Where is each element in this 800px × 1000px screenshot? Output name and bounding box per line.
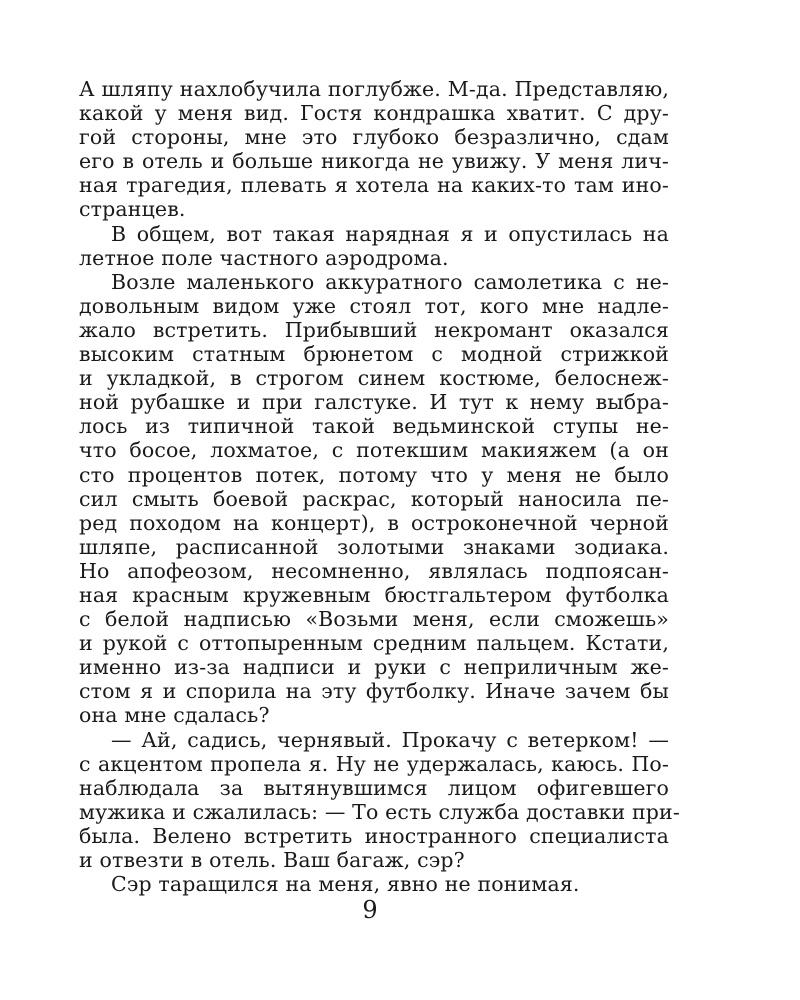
text-line: странцев. (79, 197, 186, 222)
text-line: была. Велено встретить иностранного специалиста (79, 823, 669, 848)
text-line: сил смыть боевой раскрас, который наносила пе- (79, 486, 669, 511)
text-line: наблюдала за вытянувшимся лицом офигевшего (79, 775, 669, 800)
text-line: и отвезти в отель. Ваш багаж, сэр? (79, 848, 465, 872)
text-line: высоким статным брюнетом с модной стрижкой (79, 342, 669, 367)
text-line: с белой надписью «Возьми меня, если сможешь» (79, 607, 669, 632)
text-line: какой у меня вид. Гостя кондрашка хватит. С дру- (79, 101, 669, 126)
text-line: именно из-за надписи и руки с неприличным же- (79, 655, 669, 680)
text-line: гой стороны, мне это глубоко безразлично, сдам (79, 125, 669, 150)
text-line: В общем, вот такая нарядная я и опустилась на (111, 221, 669, 246)
text-line: Но апофеозом, несомненно, являлась подпоясан- (79, 558, 669, 583)
text-line: А шляпу нахлобучила поглубже. М-да. Представляю, (79, 77, 669, 101)
text-line: шляпе, расписанной золотыми знаками зодиака. (79, 534, 669, 559)
text-line: ная красным кружевным бюстгальтером футболка (79, 582, 669, 607)
text-line: Возле маленького аккуратного самолетика с не- (111, 269, 669, 294)
text-line: мужика и сжалилась: — То есть служба доставки при- (79, 799, 680, 824)
page-number: 9 (362, 896, 378, 924)
text-line: что босое, лохматое, с потекшим макияжем (а он (79, 438, 669, 463)
body-text (79, 77, 680, 897)
text-line: с акцентом пропела я. Ну не удержалась, каюсь. По- (79, 751, 669, 776)
text-line: Сэр таращился на меня, явно не понимая. (111, 872, 580, 897)
text-line: летное поле частного аэродрома. (79, 245, 449, 270)
text-line: ред походом на концерт), в остроконечной черной (79, 510, 669, 535)
text-line: стом я и спорила на эту футболку. Иначе зачем бы (79, 679, 669, 704)
text-line: — Ай, садись, чернявый. Прокачу с ветерком! — (111, 727, 669, 752)
text-line: лось из типичной такой ведьминской ступы не- (79, 414, 669, 439)
text-line: сто процентов потек, потому что у меня не было (79, 462, 669, 487)
text-line: его в отель и больше никогда не увижу. У меня лич- (79, 149, 669, 174)
text-line: она мне сдалась? (79, 703, 270, 728)
text-line: и рукой с оттопыренным средним пальцем. Кстати, (79, 631, 669, 656)
text-line: и укладкой, в строгом синем костюме, белоснеж- (79, 366, 669, 391)
text-line: ная трагедия, плевать я хотела на каких-то там ино- (79, 173, 669, 198)
text-line: довольным видом уже стоял тот, кого мне надле- (79, 293, 669, 318)
text-line: ной рубашке и при галстуке. И тут к нему выбра- (79, 390, 669, 415)
text-line: жало встретить. Прибывший некромант оказался (79, 317, 669, 342)
